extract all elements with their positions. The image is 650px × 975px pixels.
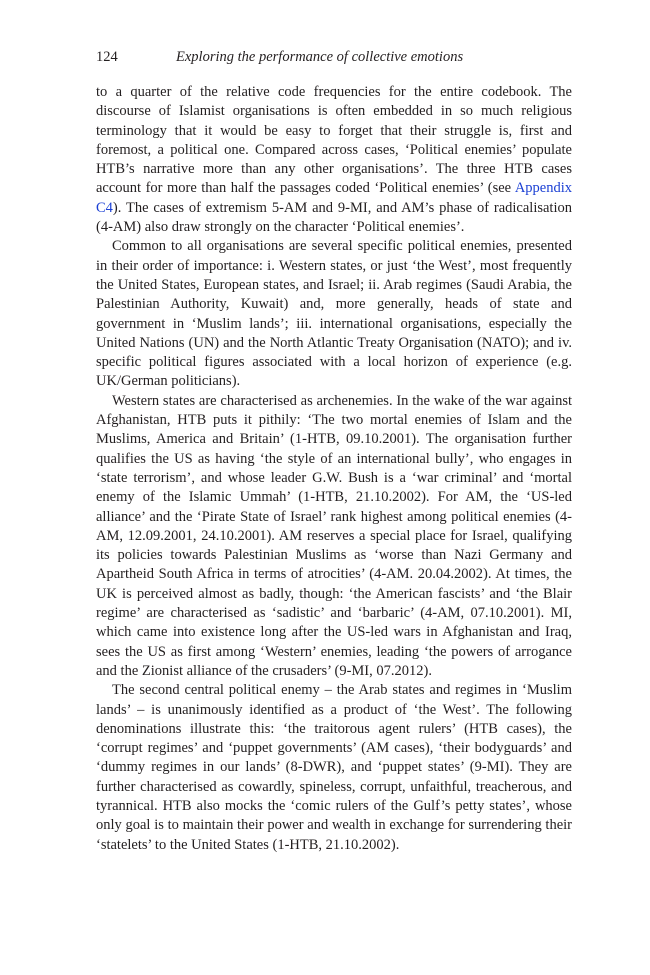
appendix-c4-link[interactable]: Appendix C4: [96, 180, 572, 216]
paragraph-1-text-b: ). The cases of extremism 5-AM and 9-MI, and AM’s phase of radicalisation (4-AM) also draw strongly on the character ‘Political enemies’.: [96, 199, 572, 236]
paragraph-4: The second central political enemy – the Arab states and regimes in ‘Muslim lands’ – is unanimously identified as a product of ‘the West’. The following denominations illustrate this: ‘the traitorous agent rulers’ (HTB cases), the ‘corrupt regimes’ and ‘puppet governments’ (AM cases), ‘their bodyguards’ and ‘dummy regimes in our lands’ (8-DWR), and ‘puppet states’ (9-MI). They are further characterised as cowardly, spineless, corrupt, unfaithful, treacherous, and tyrannical. HTB also mocks the ‘comic rulers of the Gulf’s petty states’, whose only goal is to maintain their power and wealth in exchange for surrendering their ‘statelets’ to the United States (1-HTB, 21.10.2002).: [96, 682, 572, 853]
body-text: [96, 83, 572, 855]
running-header: [96, 47, 576, 67]
running-title: Exploring the performance of collective emotions: [176, 49, 464, 65]
page-number: 124: [96, 49, 118, 65]
paragraph-2: Common to all organisations are several specific political enemies, presented in their order of importance: i. Western states, or just ‘the West’, most frequently the United States, European states, and Israel; ii. Arab regimes (Saudi Arabia, the Palestinian Authority, Kuwait) and, more generally, heads of state and government in ‘Muslim lands’; iii. international organisations, especially the United Nations (UN) and the North Atlantic Treaty Organisation (NATO); and iv. specific political figures associated with a local horizon of experience (e.g. UK/German politicians).: [96, 238, 572, 390]
paragraph-3: Western states are characterised as archenemies. In the wake of the war against Afghanistan, HTB puts it pithily: ‘The two mortal enemies of Islam and the Muslims, America and Britain’ (1-HTB, 09.10.2001). The organisation further qualifies the US as having ‘the style of an international bully’, who engages in ‘state terrorism’, and whose leader G.W. Bush is a ‘war criminal’ and ‘mortal enemy of the Islamic Ummah’ (1-HTB, 21.10.2002). For AM, the ‘US-led alliance’ and the ‘Pirate State of Israel’ rank highest among political enemies (4-AM, 12.09.2001, 24.10.2001). AM reserves a special place for Israel, qualifying its policies towards Palestinian Muslims as ‘worse than Nazi Germany and Apartheid South Africa in terms of atrocities’ (4-AM. 20.04.2002). At times, the UK is perceived almost as badly, though: ‘the American fascists’ and ‘the Blair regime’ are characterised as ‘sadistic’ and ‘barbaric’ (4-AM, 07.10.2001). MI, which came into existence long after the US-led wars in Afghanistan and Iraq, sees the US as first among ‘Western’ enemies, leading ‘the powers of arrogance and the Zionist alliance of the crusaders’ (9-MI, 07.2012).: [96, 392, 572, 679]
paragraph-1: [96, 83, 572, 237]
paragraph-1-text-a: to a quarter of the relative code frequencies for the entire codebook. The discourse of Islamist organisations is often embedded in so much religious terminology that it would be easy to forget that their struggle is, first and foremost, a political one. Compared across cases, ‘Political enemies’ populate HTB’s narrative more than any other organisations’. The three HTB cases account for more than half the passages coded ‘Political enemies’ (see: [96, 84, 572, 197]
